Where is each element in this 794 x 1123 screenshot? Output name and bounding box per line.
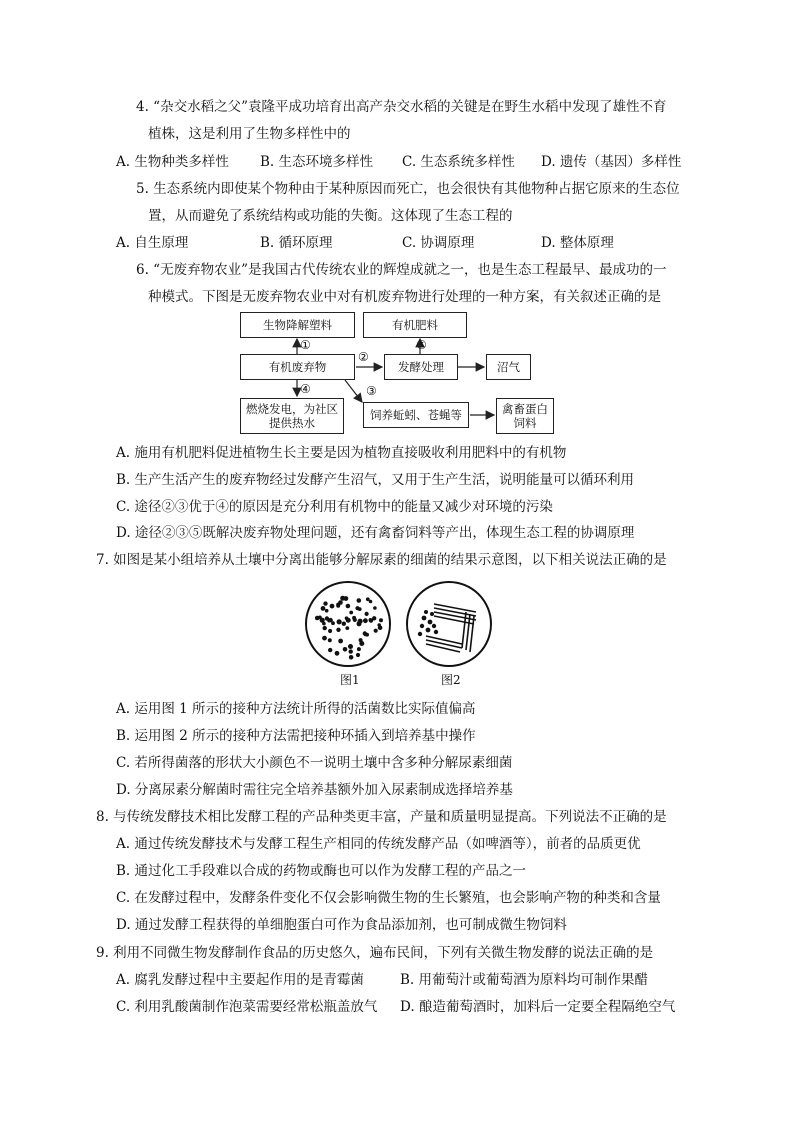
power-generation-line1: 燃烧发电，为社区	[246, 402, 338, 416]
q7-option-a: A. 运用图 1 所示的接种方法统计所得的活菌数比实际值偏高	[116, 701, 476, 717]
q9-stem: 9. 利用不同微生物发酵制作食品的历史悠久，遍布民间，下列有关微生物发酵的说法正确的是	[96, 945, 654, 961]
pathway-5-label: ⑤	[416, 338, 427, 352]
q8-option-c: C. 在发酵过程中，发酵条件变化不仅会影响微生物的生长繁殖，也会影响产物的种类和含量	[116, 890, 661, 906]
q7-stem: 7. 如图是某小组培养从土壤中分离出能够分解尿素的细菌的结果示意图，以下相关说法正确的是	[96, 552, 667, 568]
q4-option-b: B. 生态环境多样性	[260, 154, 374, 170]
colony-dot	[328, 638, 332, 642]
q7-option-b: B. 运用图 2 所示的接种方法需把接种环插入到培养基中操作	[116, 728, 476, 744]
colony-dot	[323, 601, 327, 605]
colony-dot	[356, 653, 360, 657]
q9-option-a: A. 腐乳发酵过程中主要起作用的是青霉菌	[116, 972, 364, 988]
q6-option-b: B. 生产生活产生的废弃物经过发酵产生沼气，又用于生产生活，说明能量可以循环利用	[116, 472, 635, 488]
colony-dot	[322, 636, 327, 641]
colony-dot	[363, 618, 368, 623]
colony-dot	[345, 626, 349, 630]
q7-option-d: D. 分离尿素分解菌时需往完全培养基额外加入尿素制成选择培养基	[116, 782, 513, 798]
colony-dot	[337, 619, 342, 624]
colony-dot	[346, 618, 351, 623]
pathway-3-label: ③	[366, 384, 377, 398]
colony-dot	[335, 651, 340, 656]
q7-option-c: C. 若所得菌落的形状大小颜色不一说明土壤中含多种分解尿素细菌	[116, 755, 513, 771]
q4-stem-line1: 4. “杂交水稻之父”袁隆平成功培育出高产杂交水稻的关键是在野生水稻中发现了雄性不育	[136, 99, 667, 115]
colony-dot	[323, 626, 327, 630]
biogas-box: 沼气	[486, 354, 531, 380]
colony-dot	[349, 649, 353, 653]
q6-stem-line2: 种模式。下图是无废弃物农业中对有机废弃物进行处理的一种方案，有关叙述正确的是	[148, 289, 661, 305]
colony-dot	[348, 644, 353, 649]
colony-dot	[342, 622, 346, 626]
q6-option-a: A. 施用有机肥料促进植物生长主要是因为植物直接吸收利用肥料中的有机物	[116, 445, 567, 461]
colony-dot	[357, 647, 361, 651]
colony-dot	[336, 628, 340, 632]
colony-dot	[338, 600, 343, 605]
q8-stem: 8. 与传统发酵技术相比发酵工程的产品种类更丰富，产量和质量明显提高。下列说法不正确的是	[96, 809, 667, 825]
q9-option-d: D. 酿造葡萄酒时，加料后一定要全程隔绝空气	[400, 999, 676, 1015]
colony-dot	[369, 618, 373, 622]
colony-dot	[353, 618, 357, 622]
pathway-4-label: ④	[300, 382, 311, 396]
livestock-protein-line1: 禽畜蛋白	[502, 402, 548, 416]
colony-dot	[359, 641, 364, 646]
biodegradable-plastic-box: 生物降解塑料	[240, 312, 355, 338]
pathway-1-label: ①	[300, 338, 311, 352]
pathway-2-label: ②	[358, 350, 369, 364]
colony-dot	[372, 616, 376, 620]
q5-option-b: B. 循环原理	[260, 235, 333, 251]
colony-dot	[357, 598, 362, 603]
fermentation-box: 发酵处理	[384, 354, 458, 380]
colony-dot	[349, 611, 353, 615]
q8-option-d: D. 通过发酵工程获得的单细胞蛋白可作为食品添加剂，也可制成微生物饲料	[116, 917, 567, 933]
colony-dot	[327, 619, 331, 623]
colony-dot	[321, 606, 326, 611]
colony-dot	[377, 623, 381, 627]
colony-dot	[355, 606, 359, 610]
colony-dot	[322, 622, 326, 626]
figure-2-caption: 图2	[441, 673, 461, 687]
q9-option-b: B. 用葡萄汁或葡萄酒为原料均可制作果醋	[400, 972, 649, 988]
q6-option-d: D. 途径②③⑤既解决废弃物处理问题，还有禽畜饲料等产出，体现生态工程的协调原理	[116, 525, 635, 541]
figure-1-caption: 图1	[340, 673, 360, 687]
colony-dot	[366, 597, 370, 601]
livestock-protein-line2: 饲料	[513, 416, 537, 430]
q4-option-a: A. 生物种类多样性	[116, 154, 229, 170]
q5-option-c: C. 协调原理	[402, 235, 475, 251]
power-generation-line2: 提供热水	[269, 416, 315, 430]
q4-stem-line2: 植株，这是利用了生物多样性中的	[148, 126, 351, 142]
colony-dot	[331, 621, 335, 625]
q8-option-b: B. 通过化工手段难以合成的药物或酶也可以作为发酵工程的产品之一	[116, 863, 527, 879]
organic-waste-box: 有机废弃物	[240, 354, 355, 380]
colony-dot	[379, 618, 383, 622]
feed-worms-box: 饲养蚯蚓、苍蝇等	[363, 402, 469, 428]
colony-dot	[365, 612, 369, 616]
colony-dot	[374, 629, 378, 633]
q6-stem-line1: 6. “无废弃物农业”是我国古代传统农业的辉煌成就之一，也是生态工程最早、最成功的一	[136, 262, 667, 278]
q9-option-c: C. 利用乳酸菌制作泡菜需要经常松瓶盖放气	[116, 999, 378, 1015]
q5-option-a: A. 自生原理	[116, 235, 189, 251]
colony-dot	[318, 616, 322, 620]
colony-dot	[328, 629, 332, 633]
colony-dot	[349, 655, 354, 660]
q5-stem-line1: 5. 生态系统内即使某个物种由于某种原因而死亡，也会很快有其他物种占据它原来的生态位	[136, 181, 680, 197]
q4-option-c: C. 生态系统多样性	[402, 154, 515, 170]
colony-dot	[373, 606, 377, 610]
q5-stem-line2: 置，从而避免了系统结构或功能的失衡。这体现了生态工程的	[148, 208, 513, 224]
colony-dot	[340, 596, 345, 601]
q6-option-c: C. 途径②③优于④的原因是充分利用有机物中的能量又减少对环境的污染	[116, 499, 553, 515]
colony-dot	[328, 648, 332, 652]
q4-option-d: D. 遗传（基因）多样性	[541, 154, 682, 170]
organic-fertilizer-box: 有机肥料	[363, 312, 467, 338]
colony-dot	[346, 604, 351, 609]
colony-dot	[358, 619, 363, 624]
colony-dot	[363, 631, 367, 635]
q8-option-a: A. 通过传统发酵技术与发酵工程生产相同的传统发酵产品（如啤酒等），前者的品质更优	[116, 836, 641, 852]
colony-dot	[330, 604, 335, 609]
colony-dot	[343, 647, 348, 652]
colony-dot	[338, 639, 343, 644]
colony-dot	[325, 609, 329, 613]
q5-option-d: D. 整体原理	[541, 235, 614, 251]
